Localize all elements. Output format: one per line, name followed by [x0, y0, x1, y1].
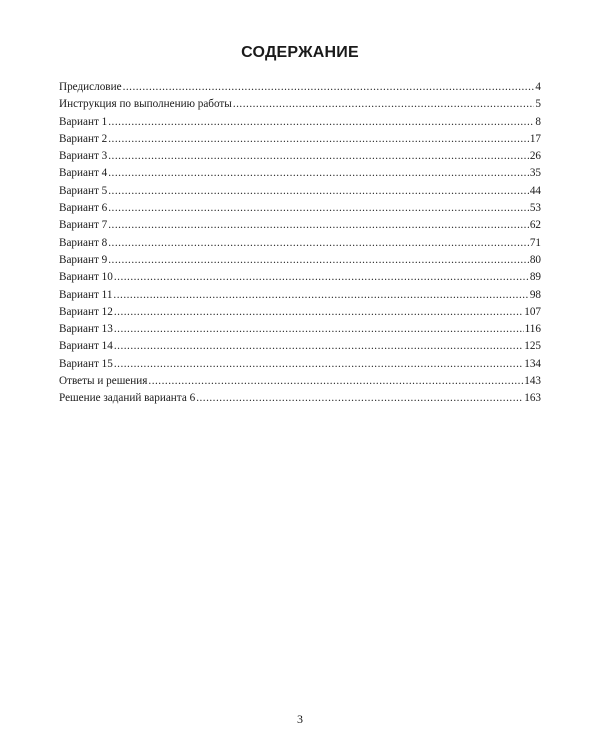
toc-entry-label: Ответы и решения: [59, 375, 148, 388]
page-title: СОДЕРЖАНИЕ: [241, 44, 359, 61]
toc-dot-leader: [108, 252, 529, 269]
page-number: 3: [297, 712, 303, 726]
toc-entry-label: Вариант 10: [59, 271, 113, 284]
toc-dot-leader: [108, 165, 529, 182]
toc-entry: [59, 200, 541, 217]
toc-entry: [59, 269, 541, 286]
toc-entry-label: Вариант 9: [59, 253, 108, 266]
toc-entry-page: 53: [529, 202, 541, 215]
toc-dot-leader: [114, 304, 523, 321]
toc-dot-leader: [114, 338, 523, 355]
toc-entry-page: 107: [524, 305, 541, 318]
toc-dot-leader: [108, 131, 529, 148]
toc-entry-page: 4: [535, 81, 541, 93]
toc-entry-page: 8: [535, 115, 541, 128]
toc-entry-page: 143: [524, 375, 541, 388]
toc-dot-leader: [108, 148, 529, 165]
toc-entry-label: Вариант 11: [59, 288, 113, 301]
toc-entry-label: Вариант 2: [59, 132, 108, 145]
toc-entry-page: 35: [529, 167, 541, 180]
toc-entry: [59, 338, 541, 355]
toc-dot-leader: [233, 96, 535, 113]
toc-dot-leader: [196, 390, 523, 407]
toc-entry: [59, 131, 541, 148]
toc-entry: [59, 304, 541, 321]
toc-entry-page: 5: [535, 98, 541, 111]
toc-dot-leader: [108, 235, 529, 252]
toc-entry-page: 89: [529, 271, 541, 284]
toc-dot-leader: [108, 200, 529, 217]
toc-entry-page: 44: [529, 184, 541, 197]
toc-entry-label: Решение заданий варианта 6: [59, 392, 196, 405]
toc-entry-label: Вариант 4: [59, 167, 108, 180]
toc-entry-label: Вариант 12: [59, 305, 113, 318]
toc-entry-label: Вариант 15: [59, 357, 113, 370]
toc-entry: [59, 235, 541, 252]
toc-dot-leader: [123, 79, 535, 96]
table-of-contents: [59, 79, 541, 408]
toc-entry: [59, 252, 541, 269]
toc-entry-page: 17: [529, 132, 541, 145]
toc-dot-leader: [108, 217, 529, 234]
toc-dot-leader: [108, 114, 534, 131]
toc-entry-label: Вариант 1: [59, 115, 108, 128]
toc-dot-leader: [148, 373, 523, 390]
toc-entry-page: 62: [529, 219, 541, 232]
toc-entry-page: 80: [529, 253, 541, 266]
toc-dot-leader: [114, 356, 523, 373]
toc-dot-leader: [114, 269, 529, 286]
toc-entry: [59, 183, 541, 200]
toc-entry-label: Вариант 3: [59, 150, 108, 163]
toc-entry: [59, 356, 541, 373]
toc-entry: [59, 217, 541, 234]
toc-entry: [59, 390, 541, 407]
toc-entry: [59, 321, 541, 338]
toc-entry-page: 134: [524, 357, 541, 370]
toc-entry-label: Вариант 7: [59, 219, 108, 232]
toc-entry: [59, 148, 541, 165]
toc-entry-page: 98: [529, 288, 541, 301]
toc-entry-label: Предисловие: [59, 81, 122, 93]
toc-dot-leader: [114, 321, 524, 338]
toc-entry: [59, 114, 541, 131]
toc-entry-page: 163: [524, 392, 541, 405]
toc-dot-leader: [113, 287, 528, 304]
toc-entry-label: Вариант 5: [59, 184, 108, 197]
toc-entry: [59, 96, 541, 113]
toc-dot-leader: [108, 183, 529, 200]
toc-entry: [59, 287, 541, 304]
toc-entry-label: Инструкция по выполнению работы: [59, 98, 232, 111]
toc-entry-label: Вариант 13: [59, 323, 113, 336]
toc-entry-page: 125: [524, 340, 541, 353]
toc-entry-label: Вариант 8: [59, 236, 108, 249]
toc-entry-label: Вариант 6: [59, 202, 108, 215]
toc-entry-page: 26: [529, 150, 541, 163]
toc-entry-label: Вариант 14: [59, 340, 113, 353]
toc-entry: [59, 79, 541, 96]
toc-entry-page: 71: [529, 236, 541, 249]
toc-entry-page: 116: [524, 323, 541, 336]
toc-entry: [59, 373, 541, 390]
toc-entry: [59, 165, 541, 182]
